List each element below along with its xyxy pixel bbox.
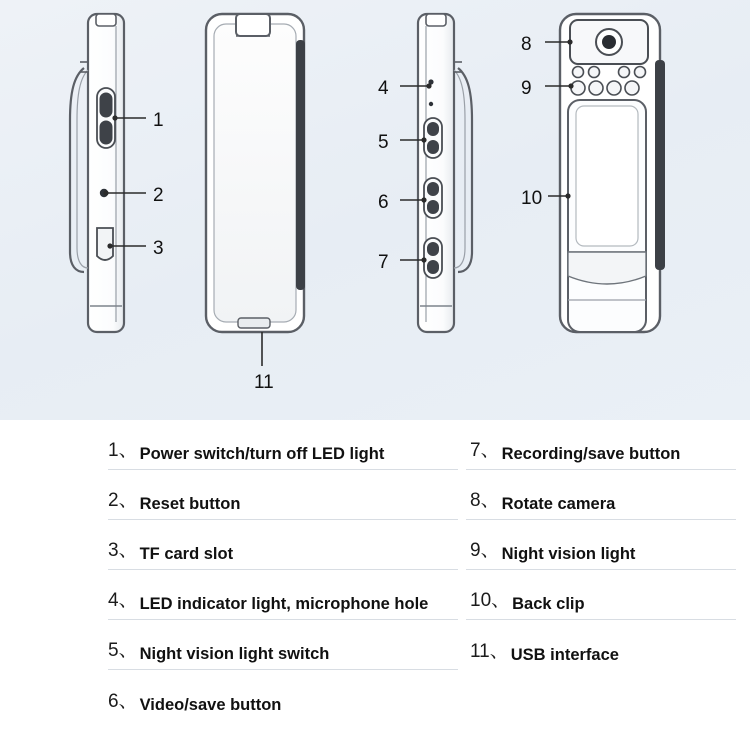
callout-target-recording-button [424, 238, 442, 278]
legend-item-6 [108, 670, 458, 720]
legend-item-label: Night vision light switch [139, 644, 330, 663]
svg-text:5: 5 [378, 132, 389, 153]
legend-item-number: 5、 [108, 640, 138, 661]
legend-item-number: 7、 [470, 440, 500, 461]
legend-item-2 [108, 470, 458, 520]
callout-target-power-switch [97, 88, 115, 148]
legend-item-label: Night vision light [501, 544, 636, 563]
legend-item-5 [108, 620, 458, 670]
svg-text:2: 2 [153, 185, 164, 206]
legend-item-label: Reset button [139, 494, 241, 513]
callout-11 [254, 332, 274, 393]
legend-item-8 [466, 470, 736, 520]
legend-item-number: 6、 [108, 691, 138, 712]
callout-target-night-vision-switch [424, 118, 442, 158]
legend-item-label: Back clip [512, 594, 585, 613]
legend-item-1 [108, 420, 458, 470]
view-right-side [378, 14, 472, 332]
legend-item-label: TF card slot [139, 544, 234, 563]
svg-text:10: 10 [521, 188, 543, 209]
view-left-side [70, 14, 164, 332]
legend-item-4 [108, 570, 458, 620]
legend-item-9 [466, 520, 736, 570]
svg-text:8: 8 [521, 34, 532, 55]
svg-text:7: 7 [378, 252, 389, 273]
legend-item-10 [466, 570, 736, 620]
legend-item-label: Power switch/turn off LED light [139, 444, 385, 463]
legend-item-number: 3、 [108, 540, 138, 561]
legend-item-label: LED indicator light, microphone hole [139, 594, 429, 613]
legend-item-11 [466, 620, 736, 670]
legend-item-7 [466, 420, 736, 470]
legend-item-number: 9、 [470, 540, 500, 561]
legend-column-left [108, 420, 458, 750]
svg-text:11: 11 [254, 372, 274, 393]
legend-column-right [466, 420, 736, 750]
legend-item-number: 11、 [470, 641, 509, 662]
callout-target-video-button [424, 178, 442, 218]
svg-text:3: 3 [153, 238, 164, 259]
view-back [521, 14, 665, 332]
legend-item-number: 10、 [470, 590, 511, 611]
legend-item-number: 2、 [108, 490, 138, 511]
legend-item-number: 1、 [108, 440, 138, 461]
svg-text:4: 4 [378, 78, 389, 99]
svg-text:9: 9 [521, 78, 532, 99]
legend-item-label: Rotate camera [501, 494, 616, 513]
legend-item-number: 4、 [108, 590, 138, 611]
callout-target-back-clip [568, 100, 646, 332]
view-front [206, 14, 305, 393]
svg-text:1: 1 [153, 110, 164, 131]
legend-item-label: USB interface [510, 645, 619, 664]
legend-item-number: 8、 [470, 490, 500, 511]
svg-text:6: 6 [378, 192, 389, 213]
callout-target-usb [238, 318, 270, 328]
callout-target-rotate-camera [570, 20, 648, 64]
legend-item-label: Recording/save button [501, 444, 681, 463]
legend-item-label: Video/save button [139, 695, 282, 714]
legend-panel [0, 420, 750, 750]
legend-item-3 [108, 520, 458, 570]
